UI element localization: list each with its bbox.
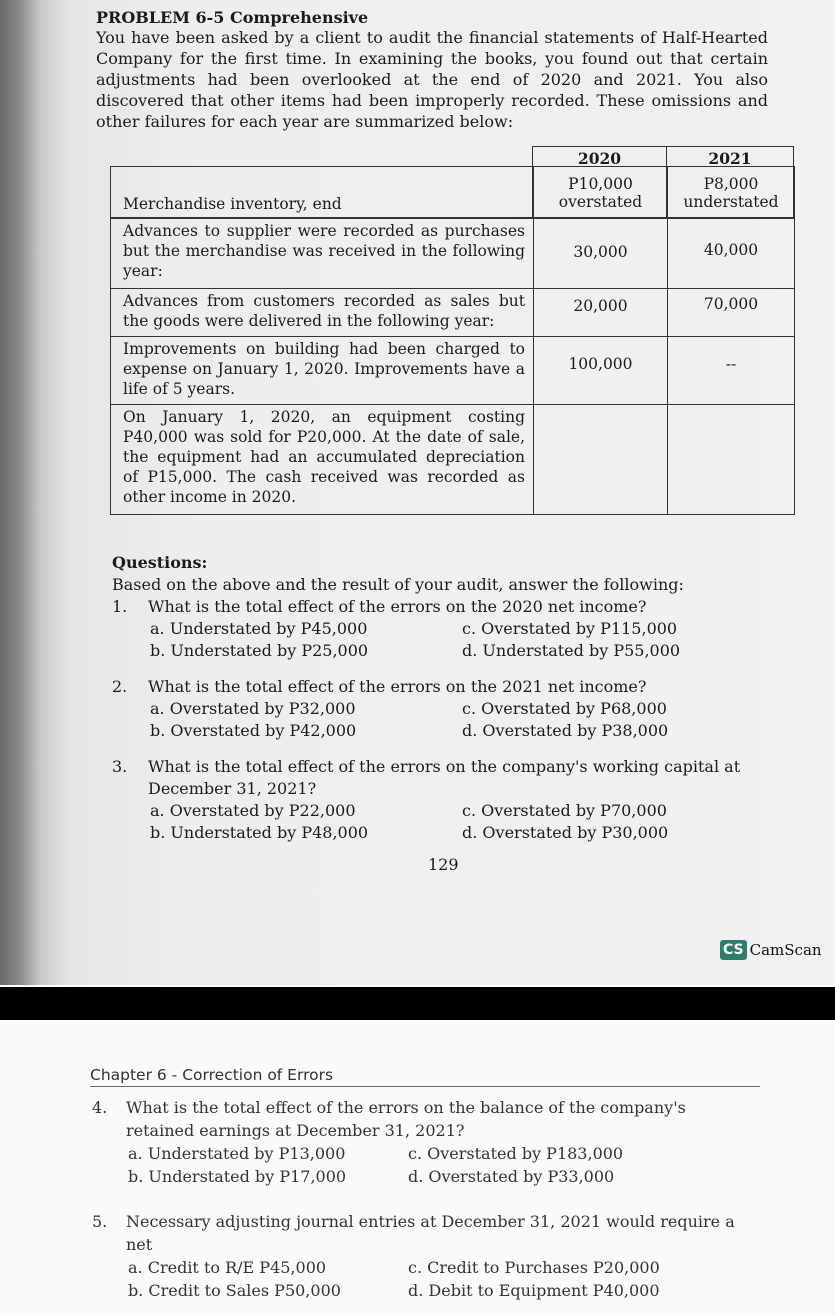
question-4	[92, 1096, 772, 1188]
option-b: b. Understated by P48,000	[150, 823, 369, 842]
question-number: 3.	[112, 757, 128, 776]
table-row	[111, 219, 795, 289]
camscanner-watermark	[720, 940, 822, 960]
option-a: a. Overstated by P22,000	[150, 801, 356, 820]
camscanner-logo-icon: CS	[720, 940, 747, 960]
question-text: What is the total effect of the errors on the 2020 net income?	[148, 597, 647, 616]
row-2020-value: 100,000	[534, 337, 668, 405]
problem-title: PROBLEM 6-5 Comprehensive	[96, 8, 369, 27]
option-a: a. Overstated by P32,000	[150, 699, 356, 718]
option-b: b. Understated by P17,000	[128, 1167, 347, 1186]
option-a: a. Understated by P45,000	[150, 619, 368, 638]
problem-intro: You have been asked by a client to audit the financial statements of Half-Hearted Company for the first time. In examining the books, you found out that certain adjustments had been overlooked at the end of 2020 and 2021. You also discovered that other items had been improperly recorded. These omissions and other failures for each year are summarized below:	[96, 28, 768, 131]
questions-heading: Questions:	[112, 553, 208, 572]
question-text: What is the total effect of the errors on the 2021 net income?	[148, 677, 647, 696]
questions-section	[112, 552, 772, 844]
question-1	[112, 596, 772, 662]
question-text: What is the total effect of the errors on the balance of the company's retained earnings at December 31, 2021?	[126, 1098, 686, 1140]
table-row	[111, 405, 795, 515]
row-2021-value	[668, 405, 795, 515]
option-c: c. Overstated by P183,000	[408, 1144, 624, 1163]
page-divider	[0, 987, 835, 1020]
option-d: d. Overstated by P38,000	[462, 721, 669, 740]
page-number: 129	[428, 855, 459, 874]
chapter-heading: Chapter 6 - Correction of Errors	[90, 1066, 760, 1087]
option-c: c. Overstated by P68,000	[462, 699, 667, 718]
table-row	[111, 167, 795, 219]
question-number: 2.	[112, 677, 128, 696]
col-2020-label: 2020	[577, 149, 622, 168]
row-2020-value: 30,000	[534, 219, 668, 289]
row-desc: Advances from customers recorded as sales but the goods were delivered in the following year:	[111, 289, 534, 337]
option-c: c. Overstated by P115,000	[462, 619, 678, 638]
table-row	[111, 289, 795, 337]
row-2021-value: --	[668, 337, 795, 405]
option-d: d. Debit to Equipment P40,000	[408, 1281, 660, 1300]
option-a: a. Understated by P13,000	[128, 1144, 346, 1163]
row-2020-value: P10,000 overstated	[534, 167, 668, 219]
question-number: 1.	[112, 597, 128, 616]
row-desc: Improvements on building had been charged to expense on January 1, 2020. Improvements have a life of 5 years.	[111, 337, 534, 405]
row-2020-value	[534, 405, 668, 515]
question-options	[92, 1256, 772, 1302]
errors-table-body	[110, 166, 795, 515]
option-b: b. Credit to Sales P50,000	[128, 1281, 341, 1300]
option-a: a. Credit to R/E P45,000	[128, 1258, 327, 1277]
question-3	[112, 756, 772, 844]
problem-header	[96, 8, 776, 132]
row-2021-value: 40,000	[668, 219, 795, 289]
question-options	[112, 800, 772, 844]
row-desc: On January 1, 2020, an equipment costing P40,000 was sold for P20,000. At the date of sale, the equipment had an accumulated depreciation of P15,000. The cash received was recorded as other income in 2020.	[111, 405, 534, 515]
question-number: 4.	[92, 1098, 108, 1117]
option-b: b. Overstated by P42,000	[150, 721, 357, 740]
question-5	[92, 1210, 772, 1302]
option-d: d. Overstated by P33,000	[408, 1167, 615, 1186]
col-2021-label: 2021	[708, 149, 752, 168]
questions-intro: Based on the above and the result of your audit, answer the following:	[112, 575, 684, 594]
question-text: What is the total effect of the errors on the company's working capital at December 31, 2021?	[148, 757, 741, 798]
question-options	[112, 618, 772, 662]
question-2	[112, 676, 772, 742]
option-b: b. Understated by P25,000	[150, 641, 369, 660]
question-options	[112, 698, 772, 742]
row-desc: Advances to supplier were recorded as purchases but the merchandise was received in the following year:	[111, 219, 534, 289]
row-desc: Merchandise inventory, end	[111, 167, 534, 219]
table-row	[111, 337, 795, 405]
question-options	[92, 1142, 772, 1188]
option-c: c. Credit to Purchases P20,000	[408, 1258, 660, 1277]
camscanner-name: CamScan	[749, 941, 822, 959]
row-2020-value: 20,000	[534, 289, 668, 337]
option-d: d. Overstated by P30,000	[462, 823, 669, 842]
option-d: d. Understated by P55,000	[462, 641, 681, 660]
row-2021-value: P8,000 understated	[668, 167, 795, 219]
question-text: Necessary adjusting journal entries at December 31, 2021 would require a net	[126, 1212, 735, 1254]
question-number: 5.	[92, 1212, 108, 1231]
option-c: c. Overstated by P70,000	[462, 801, 667, 820]
row-2021-value: 70,000	[668, 289, 795, 337]
